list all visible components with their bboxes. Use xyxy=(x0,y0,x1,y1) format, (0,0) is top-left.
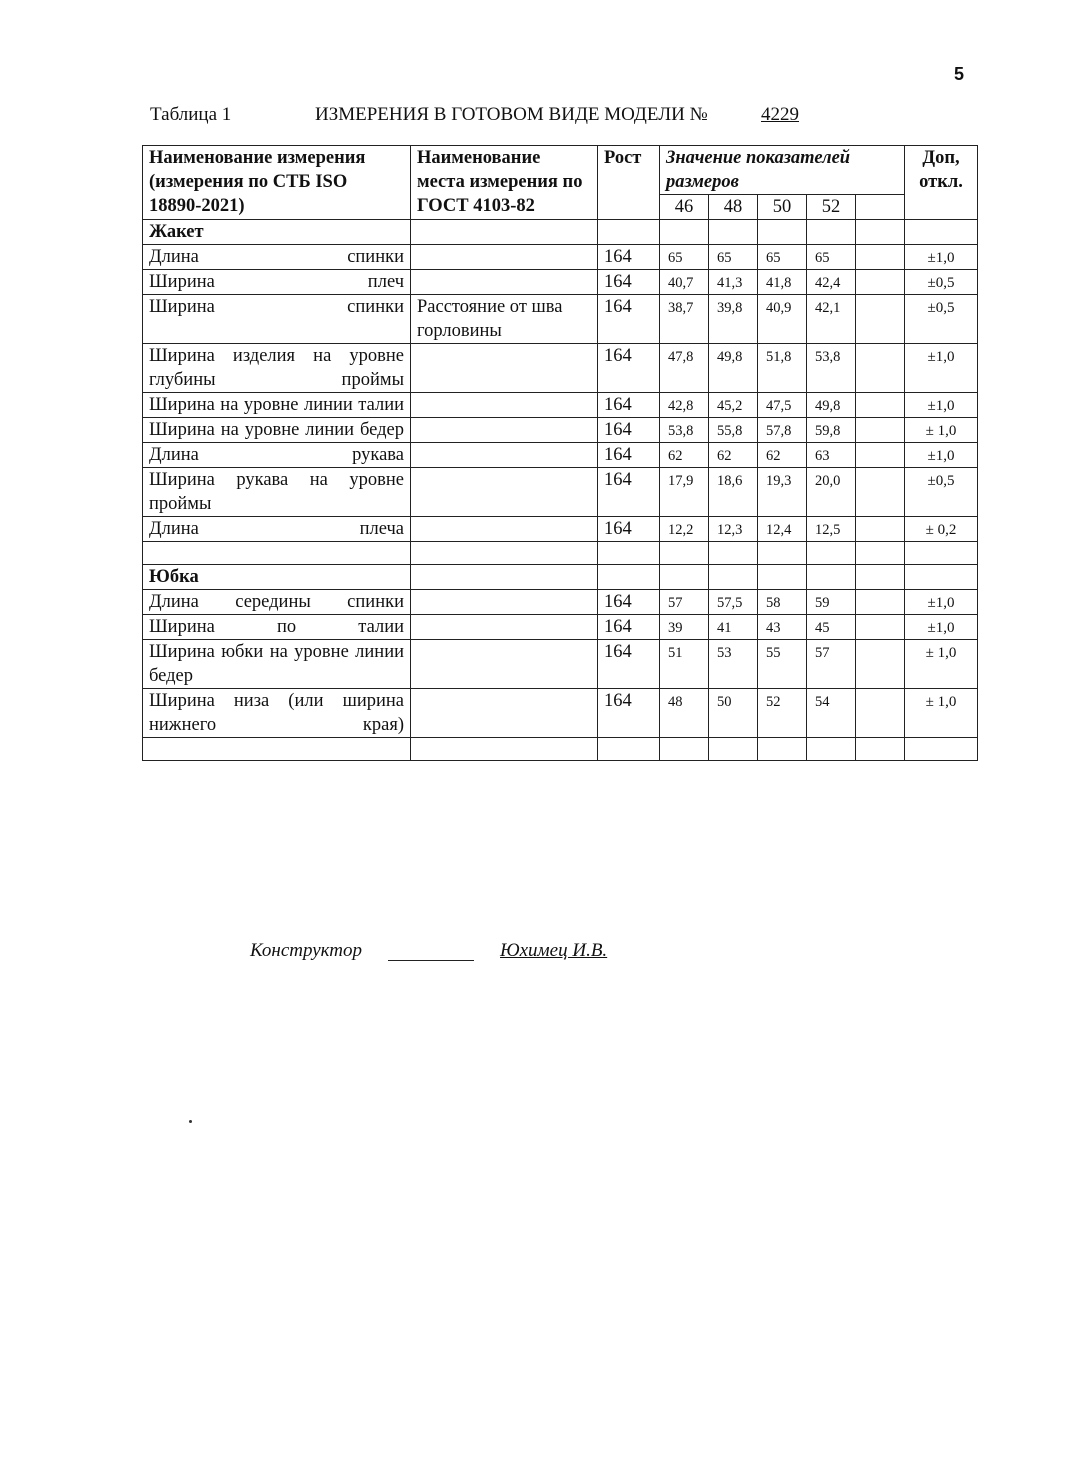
empty-cell xyxy=(709,565,758,590)
empty-cell xyxy=(856,689,905,738)
section-row xyxy=(143,565,978,590)
size-value: 41 xyxy=(709,615,758,640)
measurement-place xyxy=(411,615,598,640)
designer-label: Конструктор xyxy=(250,940,363,961)
tolerance-value: ±1,0 xyxy=(905,344,978,393)
header-size: 46 xyxy=(660,195,709,220)
tolerance-value: ±1,0 xyxy=(905,590,978,615)
size-value: 39,8 xyxy=(709,295,758,344)
table-row xyxy=(143,270,978,295)
tolerance-value: ±0,5 xyxy=(905,270,978,295)
size-value: 59 xyxy=(807,590,856,615)
measurements-table xyxy=(142,145,978,761)
empty-cell xyxy=(807,738,856,761)
empty-cell xyxy=(856,517,905,542)
size-value: 41,3 xyxy=(709,270,758,295)
size-value: 65 xyxy=(758,245,807,270)
measurement-name: Ширина низа (или ширина нижнего края) xyxy=(143,689,411,738)
size-value: 18,6 xyxy=(709,468,758,517)
table-row xyxy=(143,590,978,615)
section-row xyxy=(143,220,978,245)
empty-cell xyxy=(856,590,905,615)
empty-cell xyxy=(660,738,709,761)
empty-cell xyxy=(856,418,905,443)
measurement-place xyxy=(411,245,598,270)
size-value: 65 xyxy=(660,245,709,270)
designer-name: Юхимец И.В. xyxy=(500,940,608,961)
size-value: 53,8 xyxy=(807,344,856,393)
section-title: Юбка xyxy=(143,565,411,590)
empty-cell xyxy=(709,542,758,565)
header-size: 50 xyxy=(758,195,807,220)
measurement-place xyxy=(411,590,598,615)
size-value: 42,1 xyxy=(807,295,856,344)
measurement-name: Ширина по талии xyxy=(143,615,411,640)
empty-cell xyxy=(758,738,807,761)
table-row xyxy=(143,393,978,418)
table-row xyxy=(143,344,978,393)
empty-cell xyxy=(905,565,978,590)
measurement-name: Длина середины спинки xyxy=(143,590,411,615)
tolerance-value: ± 1,0 xyxy=(905,689,978,738)
empty-cell xyxy=(856,270,905,295)
measurement-name: Ширина на уровне линии талии xyxy=(143,393,411,418)
empty-cell xyxy=(856,220,905,245)
size-value: 54 xyxy=(807,689,856,738)
size-value: 62 xyxy=(758,443,807,468)
empty-cell xyxy=(905,738,978,761)
table-label: Таблица 1 xyxy=(150,104,232,125)
height-value: 164 xyxy=(598,245,660,270)
empty-cell xyxy=(598,542,660,565)
ink-dot xyxy=(189,1120,192,1123)
size-value: 57,8 xyxy=(758,418,807,443)
size-value: 62 xyxy=(660,443,709,468)
size-value: 41,8 xyxy=(758,270,807,295)
table-row xyxy=(143,443,978,468)
tolerance-value: ±1,0 xyxy=(905,443,978,468)
size-value: 12,5 xyxy=(807,517,856,542)
measurement-name: Ширина юбки на уровне линии бедер xyxy=(143,640,411,689)
table-row xyxy=(143,517,978,542)
empty-cell xyxy=(856,393,905,418)
empty-row xyxy=(143,542,978,565)
height-value: 164 xyxy=(598,468,660,517)
table-row xyxy=(143,640,978,689)
size-value: 48 xyxy=(660,689,709,738)
tolerance-value: ±1,0 xyxy=(905,393,978,418)
size-value: 45 xyxy=(807,615,856,640)
header-size: 52 xyxy=(807,195,856,220)
size-value: 51 xyxy=(660,640,709,689)
measurement-place: Расстояние от шва горловины xyxy=(411,295,598,344)
empty-cell xyxy=(856,738,905,761)
signature-line xyxy=(388,940,474,961)
empty-cell xyxy=(598,220,660,245)
measurement-name: Длина рукава xyxy=(143,443,411,468)
empty-cell xyxy=(807,220,856,245)
height-value: 164 xyxy=(598,418,660,443)
size-value: 57 xyxy=(660,590,709,615)
tolerance-value: ± 0,2 xyxy=(905,517,978,542)
size-value: 65 xyxy=(807,245,856,270)
tolerance-value: ±0,5 xyxy=(905,468,978,517)
height-value: 164 xyxy=(598,590,660,615)
empty-cell xyxy=(598,565,660,590)
empty-cell xyxy=(709,738,758,761)
page-number: 5 xyxy=(954,64,965,84)
empty-cell xyxy=(807,565,856,590)
size-value: 12,2 xyxy=(660,517,709,542)
measurement-place xyxy=(411,344,598,393)
size-value: 51,8 xyxy=(758,344,807,393)
empty-cell xyxy=(598,738,660,761)
size-value: 47,5 xyxy=(758,393,807,418)
size-value: 59,8 xyxy=(807,418,856,443)
measurement-place xyxy=(411,689,598,738)
size-value: 40,7 xyxy=(660,270,709,295)
table-body xyxy=(143,220,978,761)
size-value: 58 xyxy=(758,590,807,615)
height-value: 164 xyxy=(598,295,660,344)
table-row xyxy=(143,418,978,443)
empty-cell xyxy=(856,443,905,468)
empty-cell xyxy=(660,565,709,590)
table-row xyxy=(143,468,978,517)
measurement-place xyxy=(411,517,598,542)
table-caption xyxy=(150,104,799,126)
height-value: 164 xyxy=(598,640,660,689)
tolerance-value: ± 1,0 xyxy=(905,640,978,689)
table-row xyxy=(143,245,978,270)
height-value: 164 xyxy=(598,517,660,542)
size-value: 55 xyxy=(758,640,807,689)
height-value: 164 xyxy=(598,689,660,738)
measurement-name: Ширина рукава на уровне проймы xyxy=(143,468,411,517)
tolerance-value: ±1,0 xyxy=(905,245,978,270)
header-place: Наименование места измерения по ГОСТ 4103-82 xyxy=(411,146,598,220)
size-value: 42,4 xyxy=(807,270,856,295)
tolerance-value: ±0,5 xyxy=(905,295,978,344)
size-value: 12,3 xyxy=(709,517,758,542)
empty-row xyxy=(143,738,978,761)
height-value: 164 xyxy=(598,344,660,393)
empty-cell xyxy=(758,565,807,590)
height-value: 164 xyxy=(598,393,660,418)
empty-cell xyxy=(411,738,598,761)
size-value: 57,5 xyxy=(709,590,758,615)
size-value: 43 xyxy=(758,615,807,640)
empty-cell xyxy=(143,542,411,565)
header-name: Наименование измерения (измерения по СТБ ISO 18890-2021) xyxy=(143,146,411,220)
size-value: 49,8 xyxy=(709,344,758,393)
empty-cell xyxy=(856,640,905,689)
measurement-place xyxy=(411,468,598,517)
measurement-name: Ширина плеч xyxy=(143,270,411,295)
size-value: 20,0 xyxy=(807,468,856,517)
empty-cell xyxy=(905,542,978,565)
section-title: Жакет xyxy=(143,220,411,245)
measurement-name: Ширина спинки xyxy=(143,295,411,344)
empty-cell xyxy=(856,565,905,590)
empty-cell xyxy=(905,220,978,245)
header-size: 48 xyxy=(709,195,758,220)
measurement-place xyxy=(411,270,598,295)
size-value: 49,8 xyxy=(807,393,856,418)
size-value: 38,7 xyxy=(660,295,709,344)
size-value: 65 xyxy=(709,245,758,270)
size-value: 39 xyxy=(660,615,709,640)
measurement-name: Длина плеча xyxy=(143,517,411,542)
height-value: 164 xyxy=(598,615,660,640)
empty-cell xyxy=(758,220,807,245)
size-value: 12,4 xyxy=(758,517,807,542)
empty-cell xyxy=(660,220,709,245)
empty-cell xyxy=(709,220,758,245)
size-value: 19,3 xyxy=(758,468,807,517)
size-value: 63 xyxy=(807,443,856,468)
header-height: Рост xyxy=(598,146,660,220)
measurement-place xyxy=(411,393,598,418)
empty-cell xyxy=(856,615,905,640)
size-value: 47,8 xyxy=(660,344,709,393)
size-value: 45,2 xyxy=(709,393,758,418)
size-value: 17,9 xyxy=(660,468,709,517)
size-value: 52 xyxy=(758,689,807,738)
empty-cell xyxy=(807,542,856,565)
empty-cell xyxy=(143,738,411,761)
measurement-name: Ширина изделия на уровне глубины проймы xyxy=(143,344,411,393)
empty-cell xyxy=(411,542,598,565)
table-row xyxy=(143,295,978,344)
size-value: 40,9 xyxy=(758,295,807,344)
size-value: 55,8 xyxy=(709,418,758,443)
empty-cell xyxy=(856,468,905,517)
size-value: 53 xyxy=(709,640,758,689)
empty-cell xyxy=(758,542,807,565)
table-row xyxy=(143,615,978,640)
measurement-place xyxy=(411,443,598,468)
table-title: ИЗМЕРЕНИЯ В ГОТОВОМ ВИДЕ МОДЕЛИ № xyxy=(315,104,708,125)
header-values: Значение показателей размеров xyxy=(660,146,905,195)
header-tolerance: Доп, откл. xyxy=(905,146,978,220)
size-value: 50 xyxy=(709,689,758,738)
size-value: 62 xyxy=(709,443,758,468)
measurement-name: Ширина на уровне линии бедер xyxy=(143,418,411,443)
height-value: 164 xyxy=(598,270,660,295)
size-value: 42,8 xyxy=(660,393,709,418)
empty-cell xyxy=(856,542,905,565)
measurement-name: Длина спинки xyxy=(143,245,411,270)
empty-cell xyxy=(856,245,905,270)
measurement-place xyxy=(411,640,598,689)
height-value: 164 xyxy=(598,443,660,468)
empty-cell xyxy=(411,220,598,245)
model-number: 4229 xyxy=(761,104,799,125)
size-value: 57 xyxy=(807,640,856,689)
header-size-empty xyxy=(856,195,905,220)
empty-cell xyxy=(856,295,905,344)
table-row xyxy=(143,689,978,738)
empty-cell xyxy=(411,565,598,590)
tolerance-value: ±1,0 xyxy=(905,615,978,640)
measurement-place xyxy=(411,418,598,443)
size-value: 53,8 xyxy=(660,418,709,443)
tolerance-value: ± 1,0 xyxy=(905,418,978,443)
empty-cell xyxy=(660,542,709,565)
empty-cell xyxy=(856,344,905,393)
